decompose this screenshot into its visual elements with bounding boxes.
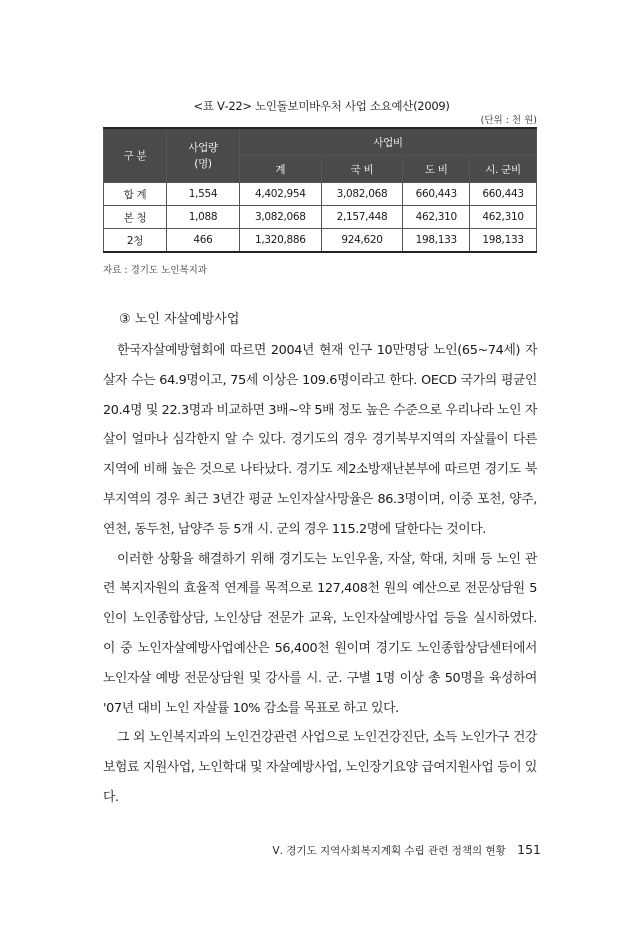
- cell-total: 3,082,068: [240, 206, 322, 229]
- table-source: 자료 : 경기도 노인복지과: [103, 265, 208, 276]
- body-text: [103, 336, 537, 813]
- budget-table: [103, 127, 537, 253]
- cell-category: 2청: [104, 229, 167, 253]
- cell-category: 합 계: [104, 183, 167, 206]
- paragraph: 한국자살예방협회에 따르면 2004년 현재 인구 10만명당 노인(65~74세) 자살자 수는 64.9명이고, 75세 이상은 109.6명이라고 한다. OECD 국가의 평균인 20.4명 및 22.3명과 비교하면 3배~약 5배 정도 높은 수준으로 우리나라 노인 자살이 얼마나 심각한지 알 수 있다. 경기도의 경우 경기북부지역의 자살률이 다른 지역에 비해 높은 것으로 나타났다. 경기도 제2소방재난본부에 따르면 경기도 북부지역의 경우 최근 3년간 평균 노인자살사망율은 86.3명이며, 이중 포천, 양주, 연천, 동두천, 남양주 등 5개 시. 군의 경우 115.2명에 달한다는 것이다.: [103, 343, 537, 537]
- chapter-title: Ⅴ. 경기도 지역사회복지계획 수립 관련 정책의 현황: [272, 845, 506, 857]
- header-category: 구 분: [104, 128, 167, 183]
- table-row: [104, 183, 537, 206]
- cell-national: 2,157,448: [321, 206, 403, 229]
- cell-volume: 1,088: [167, 206, 240, 229]
- table-unit: (단위 : 천 원): [480, 115, 537, 126]
- header-cost: 사업비: [240, 128, 537, 156]
- page-number: 151: [517, 842, 541, 857]
- cell-city: 198,133: [470, 229, 537, 253]
- cell-volume: 1,554: [167, 183, 240, 206]
- paragraph: 그 외 노인복지과의 노인건강관련 사업으로 노인건강진단, 소득 노인가구 건강보험료 지원사업, 노인학대 및 자살예방사업, 노인장기요양 급여지원사업 등이 있다.: [103, 730, 537, 805]
- cell-provincial: 660,443: [403, 183, 470, 206]
- cell-category: 본 청: [104, 206, 167, 229]
- section-heading: ③ 노인 자살예방사업: [119, 312, 240, 327]
- cell-volume: 466: [167, 229, 240, 253]
- cell-total: 4,402,954: [240, 183, 322, 206]
- header-total: 계: [240, 156, 322, 183]
- cell-provincial: 198,133: [403, 229, 470, 253]
- cell-total: 1,320,886: [240, 229, 322, 253]
- cell-city: 660,443: [470, 183, 537, 206]
- table-caption: <표 Ⅴ-22> 노인돌보미바우처 사업 소요예산(2009): [193, 99, 450, 113]
- cell-city: 462,310: [470, 206, 537, 229]
- header-national: 국 비: [321, 156, 403, 183]
- cell-provincial: 462,310: [403, 206, 470, 229]
- header-volume: 사업량 (명): [167, 128, 240, 183]
- page-footer: [272, 842, 541, 858]
- table-row: [104, 229, 537, 253]
- cell-national: 3,082,068: [321, 183, 403, 206]
- header-provincial: 도 비: [403, 156, 470, 183]
- paragraph: 이러한 상황을 해결하기 위해 경기도는 노인우울, 자살, 학대, 치매 등 노인 관련 복지자원의 효율적 연계를 목적으로 127,408천 원의 예산으로 전문상담원 5인이 노인종합상담, 노인상담 전문가 교육, 노인자살예방사업 등을 실시하였다. 이 중 노인자살예방사업예산은 56,400천 원이며 경기도 노인종합상담센터에서 노인자살 예방 전문상담원 및 강사를 시. 군. 구별 1명 이상 총 50명을 육성하여 '07년 대비 노인 자살률 10% 감소를 목표로 하고 있다.: [103, 551, 537, 716]
- table-row: [104, 206, 537, 229]
- cell-national: 924,620: [321, 229, 403, 253]
- header-city: 시. 군비: [470, 156, 537, 183]
